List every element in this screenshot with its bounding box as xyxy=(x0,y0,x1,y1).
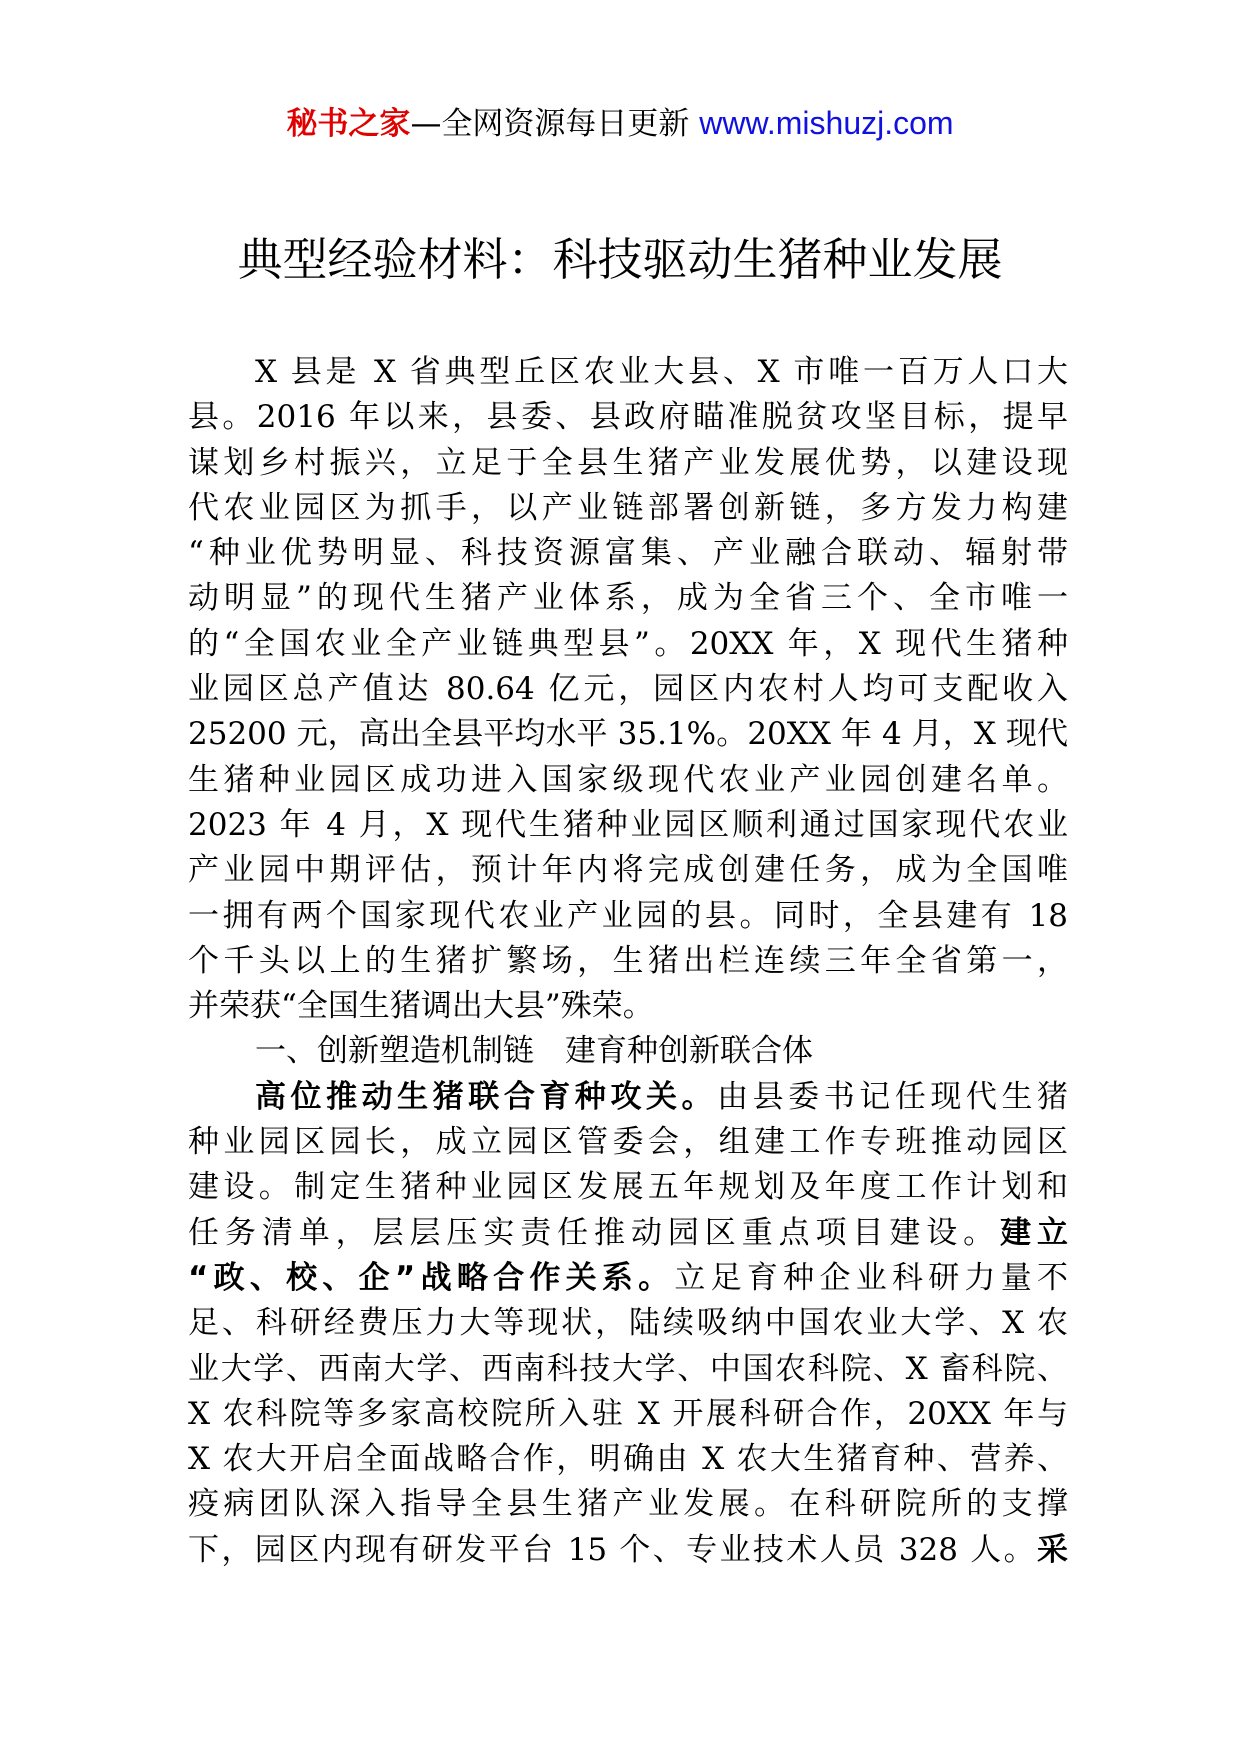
paragraph-line: X 农科院等多家高校院所入驻 X 开展科研合作，20XX 年与 xyxy=(188,1395,1068,1432)
document-body xyxy=(188,350,1068,1573)
paragraph-line: 产业园中期评估，预计年内将完成创建任务，成为全国唯 xyxy=(188,852,1068,889)
site-header xyxy=(0,100,1240,147)
paragraph-line xyxy=(188,1075,1068,1120)
paragraph-line: 2023 年 4 月，X 现代生猪种业园区顺利通过国家现代农业 xyxy=(188,806,1068,843)
line-text: 任务清单，层层压实责任推动园区重点项目建设。 xyxy=(188,1214,1001,1251)
paragraph-line: 业园区总产值达 80.64 亿元，园区内农村人均可支配收入 xyxy=(188,671,1068,708)
site-brand: 秘书之家 xyxy=(286,106,411,142)
paragraph-line: 一拥有两个国家现代农业产业园的县。同时，全县建有 18 xyxy=(188,897,1068,934)
paragraph-line: 25200 元，高出全县平均水平 35.1%。20XX 年 4 月，X 现代 xyxy=(188,716,1068,753)
paragraph-line: 动明显”的现代生猪产业体系，成为全省三个、全市唯一 xyxy=(188,580,1068,617)
paragraph-line: 谋划乡村振兴，立足于全县生猪产业发展优势，以建设现 xyxy=(188,444,1068,481)
line-text: 由县委书记任现代生猪 xyxy=(717,1078,1069,1115)
paragraph-line: 生猪种业园区成功进入国家级现代农业产业园创建名单。 xyxy=(188,761,1068,798)
paragraph-line: 建设。制定生猪种业园区发展五年规划及年度工作计划和 xyxy=(188,1169,1068,1206)
paragraph-line: 的“全国农业全产业链典型县”。20XX 年，X 现代生猪种 xyxy=(188,625,1068,662)
paragraph-line: 种业园区园长，成立园区管委会，组建工作专班推动园区 xyxy=(188,1124,1068,1161)
bold-lead-phrase: 高位推动生猪联合育种攻关。 xyxy=(255,1078,718,1115)
paragraph-line: 足、科研经费压力大等现状，陆续吸纳中国农业大学、X 农 xyxy=(188,1305,1068,1342)
paragraph-line xyxy=(188,1528,1068,1573)
paragraph-line: 疫病团队深入指导全县生猪产业发展。在科研院所的支撑 xyxy=(188,1486,1068,1523)
bold-lead-phrase: “政、校、企”战略合作关系。 xyxy=(188,1259,675,1296)
paragraph-line: 业大学、西南大学、西南科技大学、中国农科院、X 畜科院、 xyxy=(188,1350,1068,1387)
paragraph-line: 并荣获“全国生猪调出大县”殊荣。 xyxy=(188,988,654,1025)
paragraph-line: X 县是 X 省典型丘区农业大县、X 市唯一百万人口大 xyxy=(255,354,1068,390)
paragraph-line: 县。2016 年以来，县委、县政府瞄准脱贫攻坚目标，提早 xyxy=(188,399,1068,436)
document-title: 典型经验材料：科技驱动生猪种业发展 xyxy=(237,233,1003,286)
bold-lead-phrase: 建立 xyxy=(1000,1214,1069,1251)
paragraph-line xyxy=(188,1256,1068,1301)
paragraph-line: 代农业园区为抓手，以产业链部署创新链，多方发力构建 xyxy=(188,489,1068,526)
paragraph-line: “种业优势明显、科技资源富集、产业融合联动、辐射带 xyxy=(188,535,1068,572)
site-url-link[interactable]: www.mishuzj.com xyxy=(699,105,954,141)
site-slogan: —全网资源每日更新 xyxy=(410,106,690,142)
bold-lead-phrase: 采 xyxy=(1037,1531,1068,1568)
section-heading: 一、创新塑造机制链 建育种创新联合体 xyxy=(255,1033,813,1070)
paragraph-section1 xyxy=(188,1075,1068,1573)
line-text: 立足育种企业科研力量不 xyxy=(674,1259,1069,1296)
paragraph-line xyxy=(188,1211,1068,1256)
paragraph-line: X 农大开启全面战略合作，明确由 X 农大生猪育种、营养、 xyxy=(188,1441,1068,1478)
paragraph-intro xyxy=(188,350,1068,1029)
line-text: 下，园区内现有研发平台 15 个、专业技术人员 328 人。 xyxy=(188,1531,1037,1568)
paragraph-line: 个千头以上的生猪扩繁场，生猪出栏连续三年全省第一， xyxy=(188,942,1068,979)
